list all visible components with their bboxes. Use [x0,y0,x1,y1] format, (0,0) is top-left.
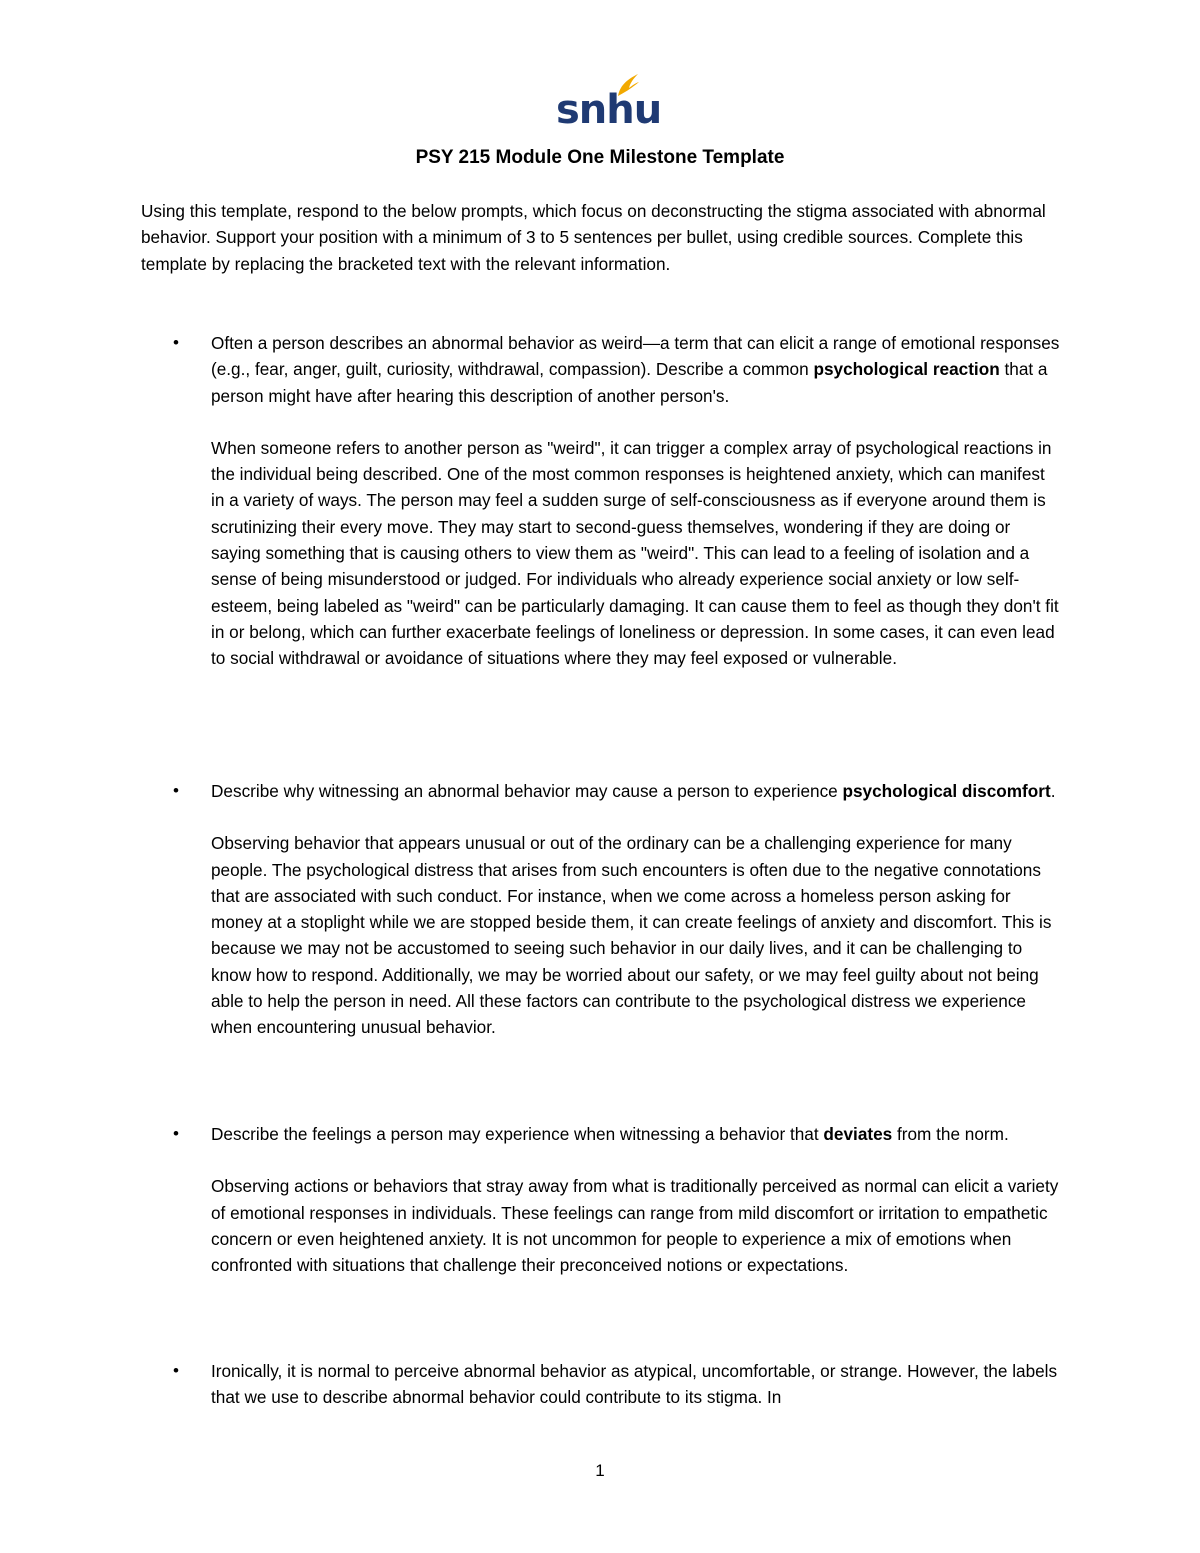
bullet-item-1 [173,330,1061,672]
bullet-answer: When someone refers to another person as "weird", it can trigger a complex array of psychological reactions in the individual being described. One of the most common responses is heightened anxiety, which can manifest in a variety of ways. The person may feel a sudden surge of self-consciousness as if everyone around them is scrutinizing their every move. They may start to second-guess themselves, wondering if they are doing or saying something that is causing others to view them as "weird". This can lead to a feeling of isolation and a sense of being misunderstood or judged. For individuals who already experience social anxiety or low self-esteem, being labeled as "weird" can be particularly damaging. It can cause them to feel as though they don't fit in or belong, which can further exacerbate feelings of loneliness or depression. In some cases, it can even lead to social withdrawal or avoidance of situations where they may feel exposed or vulnerable. [211,437,1059,669]
prompt-emphasis: psychological discomfort [842,781,1051,801]
bullet-prompt: Ironically, it is normal to perceive abnormal behavior as atypical, uncomfortable, or strange. However, the labels that we use to describe abnormal behavior could contribute to its stigma. In [211,1361,1058,1408]
page-number: 1 [595,1461,605,1480]
bullet-prompt: Often a person describes an abnormal behavior as weird—a term that can elicit a range of emotional responses (e.g., fear, anger, guilt, curiosity, withdrawal, compassion). Describe a common psychological reaction that a person might have after hearing this description of another person's. [211,333,1060,406]
bullet-item-4 [173,1358,1061,1411]
bullet-dot: • [173,781,179,800]
page-title: PSY 215 Module One Milestone Template [415,147,785,168]
logo-wordmark: snhu [556,87,662,133]
snhu-logo [552,72,662,134]
bullet-prompt: Describe why witnessing an abnormal behavior may cause a person to experience psychological discomfort. [211,781,1056,801]
bullet-answer: Observing behavior that appears unusual or out of the ordinary can be a challenging experience for many people. The psychological distress that arises from such encounters is often due to the negative connotations that are associated with such conduct. For instance, when we come across a homeless person asking for money at a stoplight while we are stopped beside them, it can create feelings of anxiety and discomfort. This is because we may not be accustomed to seeing such behavior in our daily lives, and it can be challenging to know how to respond. Additionally, we may be worried about our safety, or we may feel guilty about not being able to help the person in need. All these factors can contribute to the psychological distress we experience when encountering unusual behavior. [211,833,1052,1038]
bullet-dot: • [173,333,179,352]
bullet-item-3 [173,1121,1061,1278]
bullet-answer: Observing actions or behaviors that stray away from what is traditionally perceived as normal can elicit a variety of emotional responses in individuals. These feelings can range from mild discomfort or irritation to empathetic concern or even heightened anxiety. It is not uncommon for people to experience a mix of emotions when confronted with situations that challenge their preconceived notions or expectations. [211,1176,1059,1276]
bullet-dot: • [173,1124,179,1143]
bullet-prompt: Describe the feelings a person may experience when witnessing a behavior that deviates from the norm. [211,1124,1009,1144]
flame-icon [614,72,640,98]
bullet-dot: • [173,1361,179,1380]
prompt-emphasis: psychological reaction [813,359,1000,380]
intro-paragraph: Using this template, respond to the below prompts, which focus on deconstructing the stigma associated with abnormal behavior. Support your position with a minimum of 3 to 5 sentences per bullet, using credible sources. Complete this template by replacing the bracketed text with the relevant information. [141,201,1046,274]
prompt-emphasis: deviates [823,1124,893,1144]
bullet-item-2 [173,778,1061,1041]
